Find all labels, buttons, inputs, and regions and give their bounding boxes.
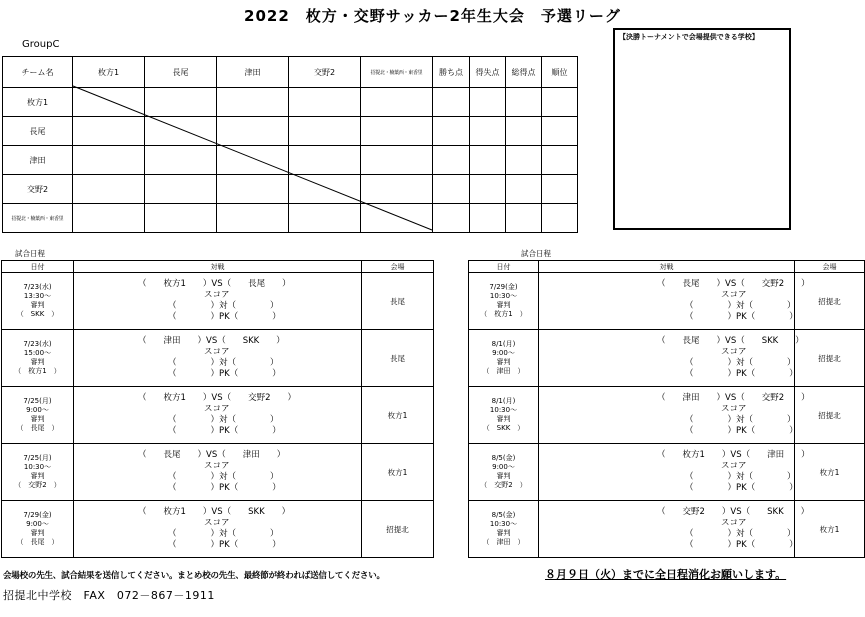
header-team-2: 長尾 bbox=[145, 57, 217, 88]
header-team-3: 津田 bbox=[217, 57, 289, 88]
match-row bbox=[2, 387, 434, 444]
league-row bbox=[3, 88, 578, 117]
date-line: 7/23(水) bbox=[23, 340, 52, 348]
rank-cell[interactable] bbox=[542, 204, 578, 233]
match-row bbox=[469, 273, 865, 330]
date-line: 審判 bbox=[30, 415, 45, 423]
goal-diff-cell[interactable] bbox=[470, 146, 506, 175]
result-cell[interactable] bbox=[217, 117, 289, 146]
match-cell[interactable] bbox=[74, 273, 362, 330]
date-line: （ 津田 ） bbox=[482, 538, 525, 546]
result-cell[interactable] bbox=[361, 175, 433, 204]
match-date bbox=[469, 330, 539, 387]
team-name: 招提北・楠葉西・東香里 bbox=[3, 204, 73, 233]
date-line: 7/29(金) bbox=[489, 283, 518, 291]
result-cell[interactable] bbox=[289, 88, 361, 117]
score-label: スコア bbox=[204, 517, 230, 528]
match-row bbox=[469, 501, 865, 558]
tournament-venue-label: 【決勝トーナメントで会場提供できる学校】 bbox=[619, 33, 759, 41]
result-cell[interactable] bbox=[289, 146, 361, 175]
match-venue: 招提北 bbox=[362, 501, 434, 558]
result-cell[interactable] bbox=[73, 175, 145, 204]
date-line: 10:30～ bbox=[23, 463, 52, 471]
result-cell[interactable] bbox=[73, 204, 145, 233]
result-cell[interactable] bbox=[289, 117, 361, 146]
matchup-line: （ 枚方1 ）VS（ SKK ） bbox=[138, 506, 291, 517]
matchup-line: （ 長尾 ）VS（ 津田 ） bbox=[138, 449, 286, 460]
score-line: （ ）対（ ） bbox=[168, 472, 279, 482]
goal-diff-cell[interactable] bbox=[470, 175, 506, 204]
pk-line: （ ）PK（ ） bbox=[168, 312, 281, 323]
date-line: 審判 bbox=[496, 301, 511, 309]
date-line: 8/1(月) bbox=[491, 397, 516, 405]
matchup-line: （ 長尾 ）VS（ 交野2 ） bbox=[657, 278, 810, 289]
pk-line: （ ）PK（ ） bbox=[685, 312, 798, 323]
date-line: 8/1(月) bbox=[491, 340, 516, 348]
header-venue: 会場 bbox=[795, 261, 865, 273]
pk-line: （ ）PK（ ） bbox=[168, 426, 281, 437]
score-label: スコア bbox=[204, 403, 230, 414]
result-cell[interactable] bbox=[217, 175, 289, 204]
score-label: スコア bbox=[204, 460, 230, 471]
header-team-1: 枚方1 bbox=[73, 57, 145, 88]
header-team-5: 招提北・楠葉西・東香里 bbox=[361, 57, 433, 88]
tournament-venue-box[interactable] bbox=[613, 28, 791, 230]
date-line: 審判 bbox=[30, 301, 45, 309]
result-cell[interactable] bbox=[73, 88, 145, 117]
date-line: （ 枚方1 ） bbox=[480, 310, 527, 318]
result-cell[interactable] bbox=[73, 117, 145, 146]
schedule-header-row bbox=[469, 261, 865, 273]
league-row bbox=[3, 204, 578, 233]
date-line: 13:30～ bbox=[23, 292, 52, 300]
schedule-table-right bbox=[468, 260, 865, 558]
result-cell[interactable] bbox=[361, 146, 433, 175]
match-venue: 長尾 bbox=[362, 273, 434, 330]
match-date bbox=[2, 444, 74, 501]
date-line: 審判 bbox=[30, 358, 45, 366]
score-label: スコア bbox=[204, 289, 230, 300]
score-label: スコア bbox=[204, 346, 230, 357]
header-goal-diff: 得失点 bbox=[470, 57, 506, 88]
school-fax: 招提北中学校 FAX 072－867－1911 bbox=[3, 589, 215, 602]
match-row bbox=[469, 330, 865, 387]
team-name: 枚方1 bbox=[3, 88, 73, 117]
match-venue: 枚方1 bbox=[362, 387, 434, 444]
date-line: 7/23(水) bbox=[23, 283, 52, 291]
result-cell[interactable] bbox=[145, 88, 217, 117]
league-table bbox=[2, 56, 578, 233]
match-date bbox=[2, 273, 74, 330]
date-line: （ SKK ） bbox=[16, 310, 59, 318]
match-cell[interactable] bbox=[74, 501, 362, 558]
result-cell[interactable] bbox=[217, 88, 289, 117]
score-line: （ ）対（ ） bbox=[685, 529, 796, 539]
score-label: スコア bbox=[721, 517, 747, 528]
total-goals-cell[interactable] bbox=[506, 117, 542, 146]
date-line: 10:30～ bbox=[489, 520, 518, 528]
match-venue: 枚方1 bbox=[795, 444, 865, 501]
date-line: 9:00～ bbox=[26, 406, 49, 414]
rank-cell[interactable] bbox=[542, 88, 578, 117]
score-line: （ ）対（ ） bbox=[168, 358, 279, 368]
group-label: GroupC bbox=[22, 39, 60, 50]
total-goals-cell[interactable] bbox=[506, 88, 542, 117]
team-name: 津田 bbox=[3, 146, 73, 175]
score-label: スコア bbox=[721, 403, 747, 414]
pk-line: （ ）PK（ ） bbox=[168, 483, 281, 494]
score-label: スコア bbox=[721, 289, 747, 300]
league-row bbox=[3, 146, 578, 175]
result-cell[interactable] bbox=[145, 146, 217, 175]
schedule-table-left bbox=[1, 260, 434, 558]
date-line: 9:00～ bbox=[26, 520, 49, 528]
match-row bbox=[469, 444, 865, 501]
result-cell[interactable] bbox=[145, 175, 217, 204]
date-line: （ 交野2 ） bbox=[14, 481, 61, 489]
match-venue: 枚方1 bbox=[795, 501, 865, 558]
goal-diff-cell[interactable] bbox=[470, 117, 506, 146]
date-line: 審判 bbox=[496, 472, 511, 480]
deadline-note: ８月９日（火）までに全日程消化お願いします。 bbox=[545, 568, 787, 581]
date-line: 審判 bbox=[496, 415, 511, 423]
match-cell[interactable] bbox=[74, 444, 362, 501]
header-rank: 順位 bbox=[542, 57, 578, 88]
league-header-row bbox=[3, 57, 578, 88]
match-row bbox=[2, 273, 434, 330]
matchup-line: （ 長尾 ）VS（ SKK ） bbox=[657, 335, 804, 346]
match-row bbox=[469, 387, 865, 444]
schedule-label-right: 試合日程 bbox=[521, 249, 551, 258]
match-cell[interactable] bbox=[74, 387, 362, 444]
match-date bbox=[2, 387, 74, 444]
match-venue: 招提北 bbox=[795, 273, 865, 330]
header-team-4: 交野2 bbox=[289, 57, 361, 88]
date-line: 審判 bbox=[30, 529, 45, 537]
header-date: 日付 bbox=[2, 261, 74, 273]
result-cell[interactable] bbox=[73, 146, 145, 175]
result-cell[interactable] bbox=[361, 204, 433, 233]
goal-diff-cell[interactable] bbox=[470, 204, 506, 233]
result-cell[interactable] bbox=[289, 175, 361, 204]
points-cell[interactable] bbox=[433, 146, 470, 175]
schedule-label-left: 試合日程 bbox=[15, 249, 45, 258]
date-line: （ 交野2 ） bbox=[480, 481, 527, 489]
league-row bbox=[3, 117, 578, 146]
date-line: 10:30～ bbox=[489, 292, 518, 300]
note-left: 会場校の先生、試合結果を送信してください。まとめ校の先生、最終節が終われば送信してください。 bbox=[3, 571, 385, 581]
score-line: （ ）対（ ） bbox=[685, 301, 796, 311]
pk-line: （ ）PK（ ） bbox=[685, 483, 798, 494]
points-cell[interactable] bbox=[433, 117, 470, 146]
date-line: （ 長尾 ） bbox=[16, 538, 59, 546]
match-cell[interactable] bbox=[539, 444, 810, 501]
points-cell[interactable] bbox=[433, 88, 470, 117]
match-cell[interactable] bbox=[539, 273, 810, 330]
result-cell[interactable] bbox=[361, 88, 433, 117]
match-date bbox=[2, 330, 74, 387]
date-line: 15:00～ bbox=[23, 349, 52, 357]
rank-cell[interactable] bbox=[542, 175, 578, 204]
match-date bbox=[469, 444, 539, 501]
pk-line: （ ）PK（ ） bbox=[168, 369, 281, 380]
schedule-header-row bbox=[2, 261, 434, 273]
points-cell[interactable] bbox=[433, 204, 470, 233]
rank-cell[interactable] bbox=[542, 146, 578, 175]
result-cell[interactable] bbox=[289, 204, 361, 233]
score-line: （ ）対（ ） bbox=[685, 415, 796, 425]
score-line: （ ）対（ ） bbox=[685, 472, 796, 482]
matchup-line: （ 枚方1 ）VS（ 津田 ） bbox=[657, 449, 810, 460]
result-cell[interactable] bbox=[145, 204, 217, 233]
team-name: 長尾 bbox=[3, 117, 73, 146]
matchup-line: （ 枚方1 ）VS（ 交野2 ） bbox=[138, 392, 297, 403]
score-line: （ ）対（ ） bbox=[168, 529, 279, 539]
page-title: 2022 枚方・交野サッカー2年生大会 予選リーグ bbox=[244, 7, 621, 25]
league-row bbox=[3, 175, 578, 204]
date-line: 8/5(金) bbox=[491, 511, 516, 519]
date-line: 10:30～ bbox=[489, 406, 518, 414]
date-line: 9:00～ bbox=[492, 463, 515, 471]
match-cell[interactable] bbox=[74, 330, 362, 387]
header-team-name: チーム名 bbox=[3, 57, 73, 88]
match-venue: 枚方1 bbox=[362, 444, 434, 501]
header-total-goals: 総得点 bbox=[506, 57, 542, 88]
total-goals-cell[interactable] bbox=[506, 175, 542, 204]
match-date bbox=[469, 273, 539, 330]
match-row bbox=[2, 330, 434, 387]
header-venue: 会場 bbox=[362, 261, 434, 273]
match-date bbox=[469, 501, 539, 558]
date-line: 7/25(月) bbox=[23, 454, 52, 462]
date-line: 審判 bbox=[496, 529, 511, 537]
match-cell[interactable] bbox=[539, 501, 810, 558]
date-line: （ SKK ） bbox=[482, 424, 525, 432]
match-venue: 招提北 bbox=[795, 330, 865, 387]
date-line: （ 津田 ） bbox=[482, 367, 525, 375]
team-name: 交野2 bbox=[3, 175, 73, 204]
date-line: 審判 bbox=[496, 358, 511, 366]
match-date bbox=[2, 501, 74, 558]
score-line: （ ）対（ ） bbox=[685, 358, 796, 368]
rank-cell[interactable] bbox=[542, 117, 578, 146]
matchup-line: （ 津田 ）VS（ 交野2 ） bbox=[657, 392, 810, 403]
score-label: スコア bbox=[721, 460, 747, 471]
header-match: 対戦 bbox=[74, 261, 362, 273]
result-cell[interactable] bbox=[217, 204, 289, 233]
goal-diff-cell[interactable] bbox=[470, 88, 506, 117]
total-goals-cell[interactable] bbox=[506, 204, 542, 233]
matchup-line: （ 枚方1 ）VS（ 長尾 ） bbox=[138, 278, 291, 289]
header-match: 対戦 bbox=[539, 261, 795, 273]
match-cell[interactable] bbox=[539, 330, 804, 387]
pk-line: （ ）PK（ ） bbox=[168, 540, 281, 551]
score-line: （ ）対（ ） bbox=[168, 415, 279, 425]
pk-line: （ ）PK（ ） bbox=[685, 369, 798, 380]
date-line: 8/5(金) bbox=[491, 454, 516, 462]
matchup-line: （ 交野2 ）VS（ SKK ） bbox=[657, 506, 810, 517]
result-cell[interactable] bbox=[145, 117, 217, 146]
match-venue: 招提北 bbox=[795, 387, 865, 444]
result-cell[interactable] bbox=[361, 117, 433, 146]
match-row bbox=[2, 444, 434, 501]
pk-line: （ ）PK（ ） bbox=[685, 426, 798, 437]
pk-line: （ ）PK（ ） bbox=[685, 540, 798, 551]
match-cell[interactable] bbox=[539, 387, 810, 444]
result-cell[interactable] bbox=[217, 146, 289, 175]
header-points: 勝ち点 bbox=[433, 57, 470, 88]
date-line: （ 枚方1 ） bbox=[14, 367, 61, 375]
score-label: スコア bbox=[721, 346, 747, 357]
date-line: 7/29(金) bbox=[23, 511, 52, 519]
matchup-line: （ 津田 ）VS（ SKK ） bbox=[138, 335, 285, 346]
date-line: （ 長尾 ） bbox=[16, 424, 59, 432]
date-line: 9:00～ bbox=[492, 349, 515, 357]
match-venue: 長尾 bbox=[362, 330, 434, 387]
match-row bbox=[2, 501, 434, 558]
match-date bbox=[469, 387, 539, 444]
total-goals-cell[interactable] bbox=[506, 146, 542, 175]
date-line: 審判 bbox=[30, 472, 45, 480]
points-cell[interactable] bbox=[433, 175, 470, 204]
score-line: （ ）対（ ） bbox=[168, 301, 279, 311]
header-date: 日付 bbox=[469, 261, 539, 273]
date-line: 7/25(月) bbox=[23, 397, 52, 405]
